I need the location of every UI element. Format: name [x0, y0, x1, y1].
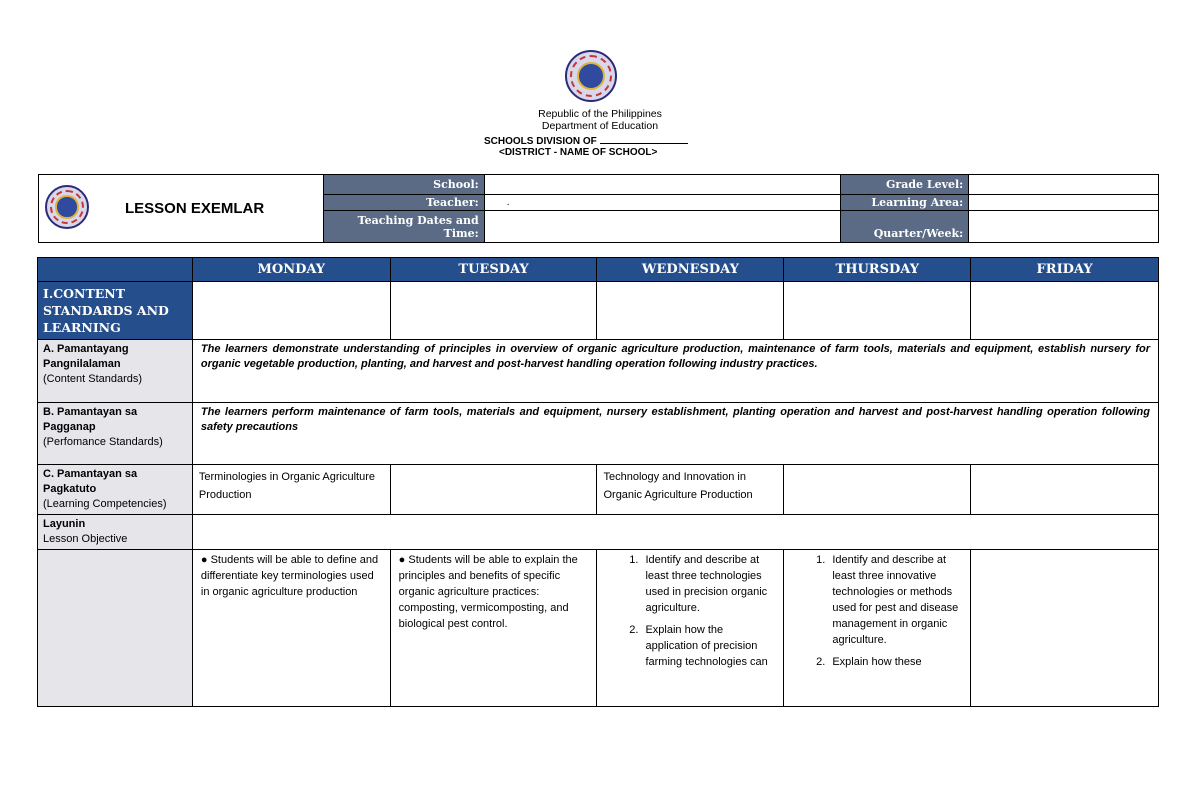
school-label: School:: [323, 175, 484, 195]
section-thursday[interactable]: [784, 282, 971, 340]
header-school: <DISTRICT - NAME OF SCHOOL>: [499, 147, 658, 158]
teaching-dates-field[interactable]: [484, 211, 841, 243]
lesson-title-cell: [39, 175, 324, 243]
competency-wednesday[interactable]: Technology and Innovation in Organic Agriculture Production: [597, 465, 784, 515]
header-corner: [38, 258, 193, 282]
objective-wednesday-list: [605, 552, 775, 670]
lesson-info-table: [38, 174, 1159, 243]
day-header-thursday: THURSDAY: [784, 258, 971, 282]
competency-tuesday[interactable]: [390, 465, 597, 515]
deped-seal-small: [45, 185, 89, 229]
quarter-week-field[interactable]: [969, 211, 1159, 243]
day-header-monday: MONDAY: [192, 258, 390, 282]
section-heading: I.CONTENT STANDARDS AND LEARNING: [38, 282, 193, 340]
learning-area-label: Learning Area:: [841, 195, 969, 211]
competencies-label: [38, 465, 193, 515]
section-tuesday[interactable]: [390, 282, 597, 340]
deped-seal: [565, 50, 617, 102]
grade-level-label: Grade Level:: [841, 175, 969, 195]
day-header-friday: FRIDAY: [971, 258, 1159, 282]
content-standards-text: The learners demonstrate understanding of principles in overview of organic agriculture production, maintenance of farm tools, materials and equipment, establish nursery for organic vegetable production, planting, and harvest and post-harvest handling operation following industry practices.: [192, 340, 1158, 403]
division-blank: [600, 134, 688, 144]
content-standards-sub: (Content Standards): [43, 373, 143, 385]
content-standards-title: A. Pamantayang Pangnilalaman: [43, 343, 129, 370]
objective-wednesday-item-2: 2. Explain how the application of precision farming technologies can: [641, 622, 775, 670]
competency-friday[interactable]: [971, 465, 1159, 515]
lesson-plan-table: [37, 257, 1159, 707]
header-division-label: SCHOOLS DIVISION OF: [484, 136, 597, 147]
content-standards-label: [38, 340, 193, 403]
performance-standards-text: The learners perform maintenance of farm tools, materials and equipment, nursery establishment, planting operation and harvest and post-harvest handling operation following safety precautions: [192, 403, 1158, 465]
objective-wednesday[interactable]: [597, 550, 784, 707]
performance-standards-label: [38, 403, 193, 465]
day-header-wednesday: WEDNESDAY: [597, 258, 784, 282]
lesson-title: LESSON EXEMLAR: [125, 200, 265, 217]
objective-friday[interactable]: [971, 550, 1159, 707]
day-header-tuesday: TUESDAY: [390, 258, 597, 282]
quarter-week-label: Quarter/Week:: [841, 211, 969, 243]
teaching-dates-label: Teaching Dates and Time:: [323, 211, 484, 243]
seal-small-ring: [50, 190, 84, 224]
objective-title: Layunin: [43, 518, 86, 530]
objectives-label-empty: [38, 550, 193, 707]
objective-merged-cell[interactable]: [192, 515, 1158, 550]
objective-thursday-list: [792, 552, 962, 670]
page-header: [0, 108, 1200, 158]
header-division: [484, 134, 688, 148]
competencies-title: C. Pamantayan sa Pagkatuto: [43, 468, 138, 495]
objective-wednesday-item-1: 1. Identify and describe at least three technologies used in precision organic agriculture.: [641, 552, 775, 616]
objective-monday[interactable]: ● Students will be able to define and differentiate key terminologies used in organic agriculture production: [192, 550, 390, 707]
objective-thursday-item-1: 1. Identify and describe at least three innovative technologies or methods used for pest and disease management in organic agriculture.: [828, 552, 962, 648]
objective-label: [38, 515, 193, 550]
objective-thursday[interactable]: [784, 550, 971, 707]
section-friday[interactable]: [971, 282, 1159, 340]
objective-sub: Lesson Objective: [43, 533, 128, 545]
learning-area-field[interactable]: [969, 195, 1159, 211]
competency-thursday[interactable]: [784, 465, 971, 515]
objective-thursday-item-2: 2. Explain how these: [828, 654, 962, 670]
competency-monday[interactable]: Terminologies in Organic Agriculture Production: [192, 465, 390, 515]
teacher-label: Teacher:: [323, 195, 484, 211]
section-wednesday[interactable]: [597, 282, 784, 340]
teacher-field[interactable]: .: [484, 195, 841, 211]
competencies-sub: (Learning Competencies): [43, 498, 167, 510]
seal-ring: [570, 55, 612, 97]
school-field[interactable]: [484, 175, 841, 195]
performance-standards-sub: (Perfomance Standards): [43, 436, 163, 448]
performance-standards-title: B. Pamantayan sa Pagganap: [43, 406, 138, 433]
section-monday[interactable]: [192, 282, 390, 340]
header-republic: Republic of the Philippines: [538, 108, 662, 120]
objective-thursday-clip: [792, 552, 962, 702]
objective-tuesday[interactable]: ● Students will be able to explain the principles and benefits of specific organic agriculture practices: composting, vermicomposting, and biological pest control.: [390, 550, 597, 707]
header-department: Department of Education: [541, 120, 659, 132]
objective-wednesday-clip: [605, 552, 775, 702]
grade-level-field[interactable]: [969, 175, 1159, 195]
